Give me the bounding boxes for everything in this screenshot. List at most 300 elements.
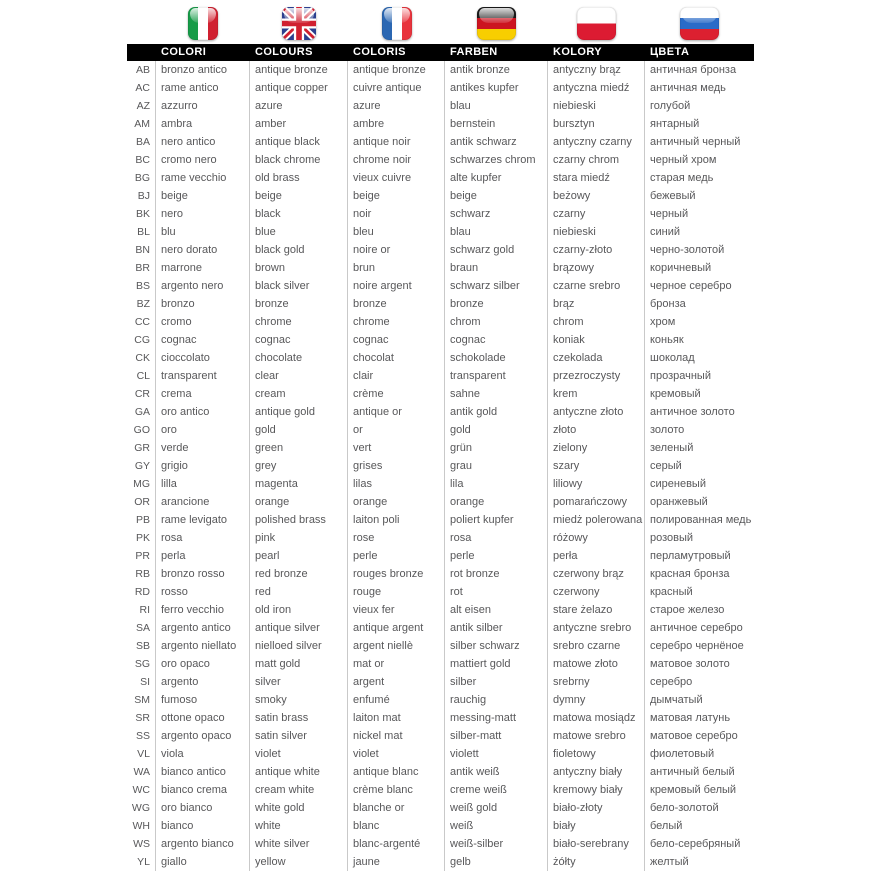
german-cell: poliert kupfer xyxy=(445,511,548,529)
italian-cell: argento nero xyxy=(156,277,250,295)
german-cell: silber xyxy=(445,673,548,691)
table-row xyxy=(127,835,754,853)
table-row xyxy=(127,745,754,763)
russian-cell: полированная медь xyxy=(650,514,752,526)
table-row xyxy=(127,709,754,727)
code-cell: BJ xyxy=(127,187,156,205)
russian-cell: кремовый xyxy=(650,388,701,400)
german-cell: creme weiß xyxy=(445,781,548,799)
german-cell: antik bronze xyxy=(445,61,548,79)
table-row xyxy=(127,583,754,601)
german-cell: schwarz xyxy=(445,205,548,223)
polish-cell: kremowy biały xyxy=(548,781,645,799)
polish-cell: liliowy xyxy=(548,475,645,493)
french-cell: ambre xyxy=(348,115,445,133)
italian-cell: argento xyxy=(156,673,250,691)
russia-flag-icon xyxy=(680,7,719,40)
polish-cell: koniak xyxy=(548,331,645,349)
russian-cell: черное серебро xyxy=(650,280,732,292)
table-row xyxy=(127,817,754,835)
russian-cell: кремовый белый xyxy=(650,784,737,796)
polish-cell: perła xyxy=(548,547,645,565)
french-cell: orange xyxy=(348,493,445,511)
code-cell: PR xyxy=(127,547,156,565)
french-cell: argent xyxy=(348,673,445,691)
italian-cell: oro bianco xyxy=(156,799,250,817)
italian-cell: rame vecchio xyxy=(156,169,250,187)
polish-cell: złoto xyxy=(548,421,645,439)
italian-cell: rosa xyxy=(156,529,250,547)
russian-cell: синий xyxy=(650,226,681,238)
french-cell: noire argent xyxy=(348,277,445,295)
italian-cell: arancione xyxy=(156,493,250,511)
french-cell: chrome xyxy=(348,313,445,331)
french-cell: bleu xyxy=(348,223,445,241)
russian-cell: бело-золотой xyxy=(650,802,719,814)
russian-cell: оранжевый xyxy=(650,496,708,508)
polish-cell: bursztyn xyxy=(548,115,645,133)
russian-cell: белый xyxy=(650,820,683,832)
table-row xyxy=(127,673,754,691)
table-row xyxy=(127,493,754,511)
code-cell: VL xyxy=(127,745,156,763)
polish-cell: antyczny brąz xyxy=(548,61,645,79)
table-row xyxy=(127,853,754,871)
russian-cell: черный xyxy=(650,208,689,220)
polish-cell: antyczne srebro xyxy=(548,619,645,637)
russian-cell: матовое золото xyxy=(650,658,730,670)
russian-cell: розовый xyxy=(650,532,694,544)
italian-cell: verde xyxy=(156,439,250,457)
code-cell: GA xyxy=(127,403,156,421)
polish-cell: czerwony brąz xyxy=(548,565,645,583)
code-cell: WH xyxy=(127,817,156,835)
code-cell: CC xyxy=(127,313,156,331)
russian-cell: матовое серебро xyxy=(650,730,738,742)
russian-cell: бронза xyxy=(650,298,686,310)
german-cell: orange xyxy=(445,493,548,511)
german-cell: schokolade xyxy=(445,349,548,367)
polish-cell: antyczny biały xyxy=(548,763,645,781)
table-row xyxy=(127,259,754,277)
russian-cell: красная бронза xyxy=(650,568,730,580)
french-cell: antique bronze xyxy=(348,61,445,79)
english-cell: cognac xyxy=(250,331,348,349)
code-cell: GR xyxy=(127,439,156,457)
column-header-polish: KOLORY xyxy=(553,46,603,58)
code-cell: WS xyxy=(127,835,156,853)
french-cell: noir xyxy=(348,205,445,223)
polish-cell: czekolada xyxy=(548,349,645,367)
color-translation-table xyxy=(127,0,754,871)
table-header xyxy=(127,44,754,61)
uk-flag-icon xyxy=(282,7,316,40)
column-header-italian: COLORI xyxy=(161,46,207,58)
polish-cell: antyczny czarny xyxy=(548,133,645,151)
french-cell: nickel mat xyxy=(348,727,445,745)
german-cell: antik gold xyxy=(445,403,548,421)
french-cell: antique argent xyxy=(348,619,445,637)
english-cell: silver xyxy=(250,673,348,691)
table-row xyxy=(127,421,754,439)
polish-cell: srebrny xyxy=(548,673,645,691)
french-cell: antique blanc xyxy=(348,763,445,781)
english-cell: black gold xyxy=(250,241,348,259)
russian-cell: серебро чернёное xyxy=(650,640,744,652)
code-cell: CR xyxy=(127,385,156,403)
french-cell: bronze xyxy=(348,295,445,313)
table-row xyxy=(127,727,754,745)
italian-cell: azzurro xyxy=(156,97,250,115)
italian-cell: bronzo xyxy=(156,295,250,313)
french-cell: chocolat xyxy=(348,349,445,367)
russian-cell: янтарный xyxy=(650,118,700,130)
russian-cell: старая медь xyxy=(650,172,714,184)
italian-cell: ambra xyxy=(156,115,250,133)
german-cell: chrom xyxy=(445,313,548,331)
code-cell: AB xyxy=(127,61,156,79)
italian-cell: crema xyxy=(156,385,250,403)
column-header-russian: ЦВЕТА xyxy=(650,46,690,58)
code-cell: SA xyxy=(127,619,156,637)
polish-cell: matowa mosiądz xyxy=(548,709,645,727)
code-cell: CL xyxy=(127,367,156,385)
french-cell: laiton poli xyxy=(348,511,445,529)
english-cell: black xyxy=(250,205,348,223)
table-row xyxy=(127,601,754,619)
code-cell: BG xyxy=(127,169,156,187)
italian-cell: beige xyxy=(156,187,250,205)
table-row xyxy=(127,295,754,313)
french-cell: rouge xyxy=(348,583,445,601)
german-cell: bernstein xyxy=(445,115,548,133)
polish-cell: niebieski xyxy=(548,223,645,241)
russian-cell: фиолетовый xyxy=(650,748,715,760)
english-cell: antique silver xyxy=(250,619,348,637)
german-cell: gelb xyxy=(445,853,548,871)
italian-cell: giallo xyxy=(156,853,250,871)
italian-cell: bianco crema xyxy=(156,781,250,799)
russian-cell: серебро xyxy=(650,676,693,688)
code-cell: BL xyxy=(127,223,156,241)
polish-cell: matowe złoto xyxy=(548,655,645,673)
english-cell: antique black xyxy=(250,133,348,151)
russian-cell: античный белый xyxy=(650,766,735,778)
french-cell: vieux cuivre xyxy=(348,169,445,187)
german-cell: transparent xyxy=(445,367,548,385)
italian-cell: argento niellato xyxy=(156,637,250,655)
polish-cell: stare żelazo xyxy=(548,601,645,619)
italian-cell: blu xyxy=(156,223,250,241)
english-cell: old iron xyxy=(250,601,348,619)
italian-cell: cromo nero xyxy=(156,151,250,169)
german-cell: sahne xyxy=(445,385,548,403)
code-cell: SI xyxy=(127,673,156,691)
german-cell: mattiert gold xyxy=(445,655,548,673)
italian-cell: fumoso xyxy=(156,691,250,709)
code-cell: RI xyxy=(127,601,156,619)
french-cell: antique noir xyxy=(348,133,445,151)
code-cell: WC xyxy=(127,781,156,799)
table-row xyxy=(127,61,754,79)
french-cell: clair xyxy=(348,367,445,385)
code-cell: OR xyxy=(127,493,156,511)
french-cell: or xyxy=(348,421,445,439)
german-cell: gold xyxy=(445,421,548,439)
polish-cell: pomarańczowy xyxy=(548,493,645,511)
german-cell: antik silber xyxy=(445,619,548,637)
italian-cell: cromo xyxy=(156,313,250,331)
english-cell: nielloed silver xyxy=(250,637,348,655)
french-cell: violet xyxy=(348,745,445,763)
table-row xyxy=(127,385,754,403)
english-cell: gold xyxy=(250,421,348,439)
code-cell: YL xyxy=(127,853,156,871)
code-cell: RB xyxy=(127,565,156,583)
table-row xyxy=(127,655,754,673)
code-cell: SB xyxy=(127,637,156,655)
code-cell: AZ xyxy=(127,97,156,115)
english-cell: white xyxy=(250,817,348,835)
german-cell: schwarz gold xyxy=(445,241,548,259)
polish-cell: srebro czarne xyxy=(548,637,645,655)
german-cell: alte kupfer xyxy=(445,169,548,187)
french-cell: crème xyxy=(348,385,445,403)
code-cell: GY xyxy=(127,457,156,475)
table-row xyxy=(127,205,754,223)
italian-cell: transparent xyxy=(156,367,250,385)
german-cell: blau xyxy=(445,223,548,241)
polish-cell: czarny-złoto xyxy=(548,241,645,259)
italian-cell: ferro vecchio xyxy=(156,601,250,619)
english-cell: antique white xyxy=(250,763,348,781)
russian-cell: коричневый xyxy=(650,262,712,274)
code-cell: WG xyxy=(127,799,156,817)
russian-cell: сиреневый xyxy=(650,478,706,490)
code-cell: GO xyxy=(127,421,156,439)
french-cell: rose xyxy=(348,529,445,547)
code-cell: RD xyxy=(127,583,156,601)
english-cell: antique bronze xyxy=(250,61,348,79)
polish-cell: brąz xyxy=(548,295,645,313)
italian-cell: cioccolato xyxy=(156,349,250,367)
french-cell: lilas xyxy=(348,475,445,493)
russian-cell: красный xyxy=(650,586,693,598)
english-cell: black chrome xyxy=(250,151,348,169)
polish-cell: stara miedź xyxy=(548,169,645,187)
table-row xyxy=(127,331,754,349)
italian-cell: argento opaco xyxy=(156,727,250,745)
russian-cell: коньяк xyxy=(650,334,684,346)
italian-cell: rosso xyxy=(156,583,250,601)
english-cell: grey xyxy=(250,457,348,475)
english-cell: magenta xyxy=(250,475,348,493)
german-cell: antikes kupfer xyxy=(445,79,548,97)
english-cell: chrome xyxy=(250,313,348,331)
italian-cell: perla xyxy=(156,547,250,565)
english-cell: red xyxy=(250,583,348,601)
french-cell: beige xyxy=(348,187,445,205)
english-cell: bronze xyxy=(250,295,348,313)
table-row xyxy=(127,511,754,529)
french-cell: blanc-argenté xyxy=(348,835,445,853)
polish-cell: biało-serebrany xyxy=(548,835,645,853)
france-flag-icon xyxy=(382,7,412,40)
german-cell: antik weiß xyxy=(445,763,548,781)
russian-cell: старое железо xyxy=(650,604,725,616)
german-cell: cognac xyxy=(445,331,548,349)
russian-cell: античное серебро xyxy=(650,622,743,634)
table-row xyxy=(127,169,754,187)
code-cell: CK xyxy=(127,349,156,367)
code-cell: SM xyxy=(127,691,156,709)
english-cell: yellow xyxy=(250,853,348,871)
polish-cell: biały xyxy=(548,817,645,835)
russian-cell: прозрачный xyxy=(650,370,711,382)
table-row xyxy=(127,475,754,493)
table-row xyxy=(127,313,754,331)
code-cell: CG xyxy=(127,331,156,349)
german-cell: rot xyxy=(445,583,548,601)
italian-cell: oro opaco xyxy=(156,655,250,673)
german-cell: bronze xyxy=(445,295,548,313)
english-cell: violet xyxy=(250,745,348,763)
polish-cell: fioletowy xyxy=(548,745,645,763)
polish-cell: beżowy xyxy=(548,187,645,205)
italian-cell: lilla xyxy=(156,475,250,493)
code-cell: BA xyxy=(127,133,156,151)
table-row xyxy=(127,637,754,655)
polish-cell: czarne srebro xyxy=(548,277,645,295)
english-cell: cream white xyxy=(250,781,348,799)
german-cell: blau xyxy=(445,97,548,115)
russian-cell: серый xyxy=(650,460,682,472)
polish-cell: miedż polerowana xyxy=(548,511,645,529)
table-row xyxy=(127,133,754,151)
table-row xyxy=(127,277,754,295)
polish-cell: przezroczysty xyxy=(548,367,645,385)
code-cell: BC xyxy=(127,151,156,169)
polish-cell: czarny xyxy=(548,205,645,223)
table-row xyxy=(127,529,754,547)
code-cell: BR xyxy=(127,259,156,277)
english-cell: amber xyxy=(250,115,348,133)
table-row xyxy=(127,781,754,799)
code-cell: BS xyxy=(127,277,156,295)
french-cell: blanche or xyxy=(348,799,445,817)
table-row xyxy=(127,547,754,565)
polish-cell: czarny chrom xyxy=(548,151,645,169)
russian-cell: хром xyxy=(650,316,676,328)
code-cell: WA xyxy=(127,763,156,781)
french-cell: vieux fer xyxy=(348,601,445,619)
german-cell: silber-matt xyxy=(445,727,548,745)
code-cell: AM xyxy=(127,115,156,133)
english-cell: polished brass xyxy=(250,511,348,529)
german-cell: braun xyxy=(445,259,548,277)
column-header-english: COLOURS xyxy=(255,46,313,58)
polish-cell: brązowy xyxy=(548,259,645,277)
italy-flag-icon xyxy=(188,7,218,40)
italian-cell: marrone xyxy=(156,259,250,277)
code-cell: BZ xyxy=(127,295,156,313)
french-cell: noire or xyxy=(348,241,445,259)
polish-cell: niebieski xyxy=(548,97,645,115)
italian-cell: ottone opaco xyxy=(156,709,250,727)
table-row xyxy=(127,619,754,637)
code-cell: MG xyxy=(127,475,156,493)
table-row xyxy=(127,457,754,475)
french-cell: cuivre antique xyxy=(348,79,445,97)
table-row xyxy=(127,367,754,385)
french-cell: antique or xyxy=(348,403,445,421)
code-cell: AC xyxy=(127,79,156,97)
table-row xyxy=(127,763,754,781)
table-row xyxy=(127,223,754,241)
german-cell: antik schwarz xyxy=(445,133,548,151)
german-cell: silber schwarz xyxy=(445,637,548,655)
german-cell: schwarzes chrom xyxy=(445,151,548,169)
table-row xyxy=(127,79,754,97)
italian-cell: argento antico xyxy=(156,619,250,637)
table-body xyxy=(127,61,754,871)
table-row xyxy=(127,439,754,457)
english-cell: red bronze xyxy=(250,565,348,583)
english-cell: smoky xyxy=(250,691,348,709)
russian-cell: античная бронза xyxy=(650,64,737,76)
code-cell: PK xyxy=(127,529,156,547)
table-row xyxy=(127,151,754,169)
german-cell: rauchig xyxy=(445,691,548,709)
column-header-french: COLORIS xyxy=(353,46,406,58)
french-cell: chrome noir xyxy=(348,151,445,169)
table-row xyxy=(127,403,754,421)
english-cell: old brass xyxy=(250,169,348,187)
french-cell: enfumé xyxy=(348,691,445,709)
german-cell: rot bronze xyxy=(445,565,548,583)
russian-cell: античная медь xyxy=(650,82,726,94)
english-cell: chocolate xyxy=(250,349,348,367)
russian-cell: бежевый xyxy=(650,190,696,202)
russian-cell: зеленый xyxy=(650,442,694,454)
german-cell: weiß xyxy=(445,817,548,835)
italian-cell: viola xyxy=(156,745,250,763)
code-cell: SG xyxy=(127,655,156,673)
french-cell: laiton mat xyxy=(348,709,445,727)
polish-cell: żółty xyxy=(548,853,645,871)
english-cell: white silver xyxy=(250,835,348,853)
english-cell: brown xyxy=(250,259,348,277)
italian-cell: nero dorato xyxy=(156,241,250,259)
italian-cell: grigio xyxy=(156,457,250,475)
italian-cell: oro xyxy=(156,421,250,439)
italian-cell: bianco antico xyxy=(156,763,250,781)
italian-cell: nero antico xyxy=(156,133,250,151)
russian-cell: золото xyxy=(650,424,685,436)
english-cell: clear xyxy=(250,367,348,385)
russian-cell: матовая латунь xyxy=(650,712,731,724)
french-cell: rouges bronze xyxy=(348,565,445,583)
english-cell: antique gold xyxy=(250,403,348,421)
german-cell: beige xyxy=(445,187,548,205)
polish-cell: różowy xyxy=(548,529,645,547)
italian-cell: nero xyxy=(156,205,250,223)
code-cell: BN xyxy=(127,241,156,259)
italian-cell: bronzo rosso xyxy=(156,565,250,583)
polish-cell: antyczna miedź xyxy=(548,79,645,97)
english-cell: antique copper xyxy=(250,79,348,97)
polish-cell: szary xyxy=(548,457,645,475)
